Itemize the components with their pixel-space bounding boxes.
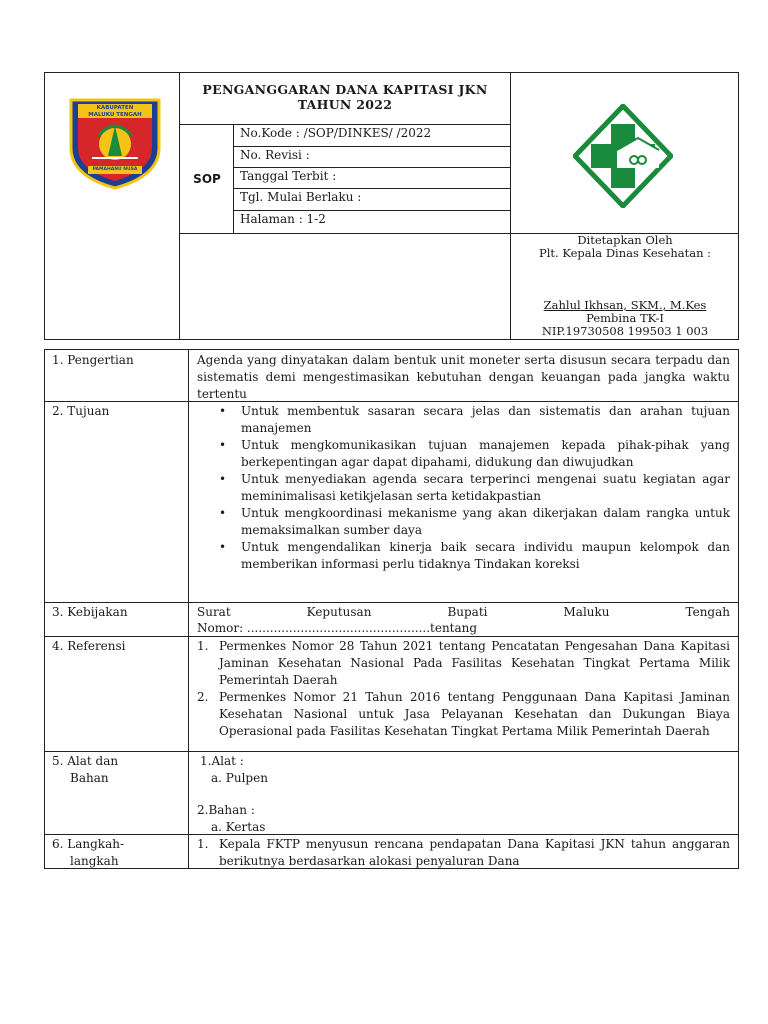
document-title: PENGANGGARAN DANA KAPITASI JKN TAHUN 2022	[202, 82, 488, 112]
list-tujuan	[197, 403, 730, 573]
list-item: 1. Kepala FKTP menyusun rencana pendapatan Dana Kapitasi JKN tahun anggaran berikutnya berdasarkan alokasi penyaluran Dana	[197, 837, 730, 868]
meta-revisi: No. Revisi :	[240, 148, 310, 162]
list-item: • Untuk mengkoordinasi mekanisme yang akan dikerjakan dalam rangka untuk memaksimalkan sumber daya	[219, 506, 730, 537]
alat-item: a. Pulpen	[211, 771, 268, 785]
label-pengertian: 1. Pengertian	[52, 353, 134, 367]
text-pengertian: Agenda yang dinyatakan dalam bentuk unit moneter serta disusun secara terpadu dan sistematis demi mengestimasikan kebutuhan dengan keuangan pada jangka waktu tertentu	[197, 353, 730, 401]
bullet-icon: •	[219, 438, 227, 452]
logo-bottom-text: PAMAHANU NUSA	[92, 167, 138, 172]
logo-top-text: KABUPATEN	[96, 105, 134, 111]
label-alat-line2: Bahan	[70, 771, 109, 785]
puskesmas-logo	[573, 104, 673, 208]
label-alat-line1: 5. Alat dan	[52, 754, 119, 768]
meta-mulai-berlaku: Tgl. Mulai Berlaku :	[240, 190, 362, 204]
signature-name: Zahlul Ikhsan, SKM., M.Kes	[543, 298, 707, 312]
label-kebijakan: 3. Kebijakan	[52, 605, 128, 619]
signature-nip: NIP.19730508 199503 1 003	[541, 324, 709, 338]
puskesmas-cross-icon	[573, 104, 673, 208]
alat-heading: 1.Alat :	[200, 754, 244, 768]
signature-ditetapkan: Ditetapkan Oleh	[577, 233, 673, 247]
list-item: 1. Permenkes Nomor 28 Tahun 2021 tentang Pencatatan Pengesahan Dana Kapitasi Jaminan Kesehatan Nasional Pada Fasilitas Kesehatan Tingkat Pertama Milik Pemerintah Daerah	[197, 639, 730, 687]
signature-jabatan: Plt. Kepala Dinas Kesehatan :	[538, 246, 712, 260]
list-referensi	[197, 638, 730, 740]
list-item: • Untuk mengkomunikasikan tujuan manajemen kepada pihak-pihak yang berkepentingan agar dapat dipahami, didukung dan diwujudkan	[219, 438, 730, 469]
list-langkah	[197, 836, 730, 870]
text-kebijakan-line2: Nomor: ................................................tentang	[197, 621, 478, 635]
meta-halaman: Halaman : 1-2	[240, 212, 326, 226]
regency-logo	[68, 96, 162, 190]
bullet-icon: •	[219, 472, 227, 486]
sop-label: SOP	[193, 172, 221, 186]
list-item: 2. Permenkes Nomor 21 Tahun 2016 tentang Penggunaan Dana Kapitasi Jaminan Kesehatan Nasional untuk Jasa Pelayanan Kesehatan dan Dukungan Biaya Operasional pada Fasilitas Kesehatan Tingkat Pertama Milik Pemerintah Daerah	[197, 690, 730, 738]
bullet-icon: •	[219, 540, 227, 554]
list-item: • Untuk mengendalikan kinerja baik secara individu maupun kelompok dan memberikan informasi perlu tidaknya Tindakan koreksi	[219, 540, 730, 571]
label-tujuan: 2. Tujuan	[52, 404, 110, 418]
bahan-item: a. Kertas	[211, 820, 266, 834]
logo-mid-text: MALUKU TENGAH	[88, 112, 142, 118]
list-item: • Untuk menyediakan agenda secara terperinci mengenai suatu kegiatan agar meminimalisasi ketikjelasan serta ketidakpastian	[219, 472, 730, 503]
label-langkah-line1: 6. Langkah-	[52, 837, 125, 851]
meta-kode: No.Kode : /SOP/DINKES/ /2022	[240, 126, 432, 140]
label-referensi: 4. Referensi	[52, 639, 126, 653]
bahan-heading: 2.Bahan :	[197, 803, 255, 817]
label-langkah-line2: langkah	[70, 854, 119, 868]
signature-rank: Pembina TK-I	[586, 311, 664, 325]
bullet-icon: •	[219, 506, 227, 520]
text-kebijakan-line1: Surat Keputusan Bupati Maluku Tengah	[197, 605, 730, 619]
bullet-icon: •	[219, 404, 227, 418]
list-item: • Untuk membentuk sasaran secara jelas dan sistematis dan arahan tujuan manajemen	[219, 404, 730, 435]
meta-tanggal-terbit: Tanggal Terbit :	[240, 169, 337, 183]
